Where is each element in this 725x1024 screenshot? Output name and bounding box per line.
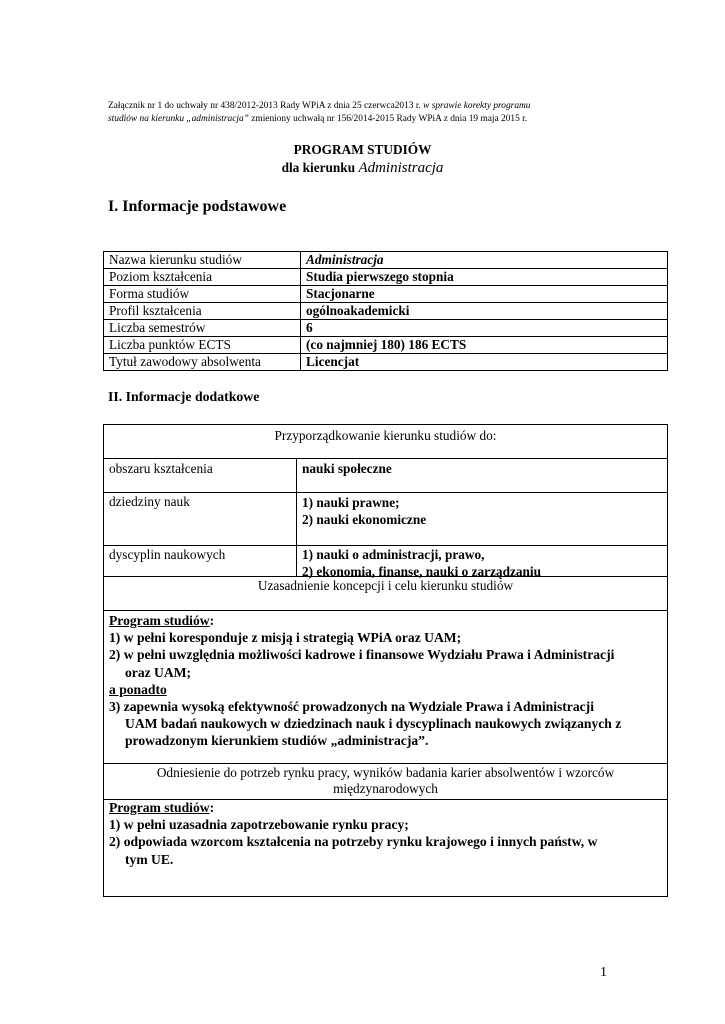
disciplines-label: dyscyplin naukowych xyxy=(109,547,226,562)
area-label: obszaru kształcenia xyxy=(109,461,213,476)
table-row xyxy=(104,354,668,371)
row-label: Liczba semestrów xyxy=(104,320,301,337)
row-divider xyxy=(104,763,667,764)
assign-header: Przyporządkowanie kierunku studiów do: xyxy=(274,428,497,443)
program-subtitle xyxy=(0,160,725,177)
concept-point-1: 1) w pełni koresponduje z misją i strategią WPiA oraz UAM; xyxy=(109,630,462,646)
program-title: PROGRAM STUDIÓW xyxy=(293,142,432,157)
domains-label: dziedziny nauk xyxy=(109,494,190,509)
concept-intro-text: Program studiów xyxy=(109,613,210,628)
row-divider xyxy=(104,458,667,459)
table-row xyxy=(104,320,668,337)
concept-addition: a ponadto xyxy=(109,681,167,697)
concept-point-3a: 3) zapewnia wysoką efektywność prowadzonych na Wydziale Prawa i Administracji xyxy=(109,699,594,715)
disciplines-value-2: 2) ekonomia, finanse, nauki o zarządzaniu xyxy=(302,564,541,579)
row-label: Nazwa kierunku studiów xyxy=(104,252,301,269)
column-divider xyxy=(296,458,297,576)
table-row xyxy=(104,286,668,303)
attachment-line1-plain: Załącznik nr 1 do uchwały nr 438/2012-2013 Rady WPiA z dnia 25 czerwca2013 r. xyxy=(108,101,424,111)
row-label: Poziom kształcenia xyxy=(104,269,301,286)
concept-intro xyxy=(109,612,661,629)
attachment-line2-italic: studiów na kierunku „administracja” xyxy=(108,114,249,124)
row-value: (co najmniej 180) 186 ECTS xyxy=(301,337,668,354)
row-value: Licencjat xyxy=(301,354,668,371)
row-value xyxy=(301,252,668,269)
concept-header: Uzasadnienie koncepcji i celu kierunku studiów xyxy=(257,578,514,593)
section1-heading: I. Informacje podstawowe xyxy=(108,198,287,215)
market-point-2a: 2) odpowiada wzorcom kształcenia na potrzeby rynku krajowego i innych państw, w xyxy=(109,834,598,850)
attachment-note xyxy=(108,100,628,126)
concept-point-2a: 2) w pełni uwzględnia możliwości kadrowe i finansowe Wydziału Prawa i Administracji xyxy=(109,647,615,663)
row-value: ogólnoakademicki xyxy=(301,303,668,320)
market-header-line-1: Odniesienie do potrzeb rynku pracy, wyników badania karier absolwentów i wzorców xyxy=(156,765,615,780)
market-intro-text: Program studiów xyxy=(109,800,210,815)
row-value: Stacjonarne xyxy=(301,286,668,303)
table-row xyxy=(104,303,668,320)
concept-point-2b: oraz UAM; xyxy=(125,664,192,680)
row-value: Studia pierwszego stopnia xyxy=(301,269,668,286)
row-divider xyxy=(104,610,667,611)
domains-value-2: 2) nauki ekonomiczne xyxy=(302,512,427,527)
row-value-italic: Administracja xyxy=(306,252,384,267)
market-intro-colon: : xyxy=(209,800,215,815)
page-number: 1 xyxy=(600,965,607,980)
section2-heading: II. Informacje dodatkowe xyxy=(108,389,260,404)
attachment-line1-italic: w sprawie korekty programu xyxy=(423,101,531,111)
concept-body xyxy=(109,612,661,750)
area-value: nauki społeczne xyxy=(302,461,392,476)
subtitle-field-name: Administracja xyxy=(358,160,444,176)
concept-point-3c: prowadzonym kierunkiem studiów „administracja”. xyxy=(125,733,429,749)
market-point-1: 1) w pełni uzasadnia zapotrzebowanie rynku pracy; xyxy=(109,817,409,833)
table-row xyxy=(104,252,668,269)
disciplines-value-1: 1) nauki o administracji, prawo, xyxy=(302,547,485,562)
market-header-line-2: międzynarodowych xyxy=(333,781,438,796)
row-value: 6 xyxy=(301,320,668,337)
market-body xyxy=(109,799,661,868)
subtitle-prefix: dla kierunku xyxy=(281,160,359,175)
table-row xyxy=(104,337,668,354)
row-label: Profil kształcenia xyxy=(104,303,301,320)
domains-value-1: 1) nauki prawne; xyxy=(302,495,400,510)
additional-info-table xyxy=(103,424,668,897)
attachment-line2-plain: zmieniony uchwałą nr 156/2014-2015 Rady WPiA z dnia 19 maja 2015 r. xyxy=(248,114,528,124)
concept-intro-colon: : xyxy=(209,613,215,628)
table-row xyxy=(104,269,668,286)
row-label: Forma studiów xyxy=(104,286,301,303)
market-point-2b: tym UE. xyxy=(125,851,174,867)
concept-point-3b: UAM badań naukowych w dziedzinach nauk i dyscyplinach naukowych związanych z xyxy=(125,716,622,732)
basic-info-table xyxy=(103,251,668,371)
row-label: Tytuł zawodowy absolwenta xyxy=(104,354,301,371)
market-intro xyxy=(109,799,661,816)
row-label: Liczba punktów ECTS xyxy=(104,337,301,354)
row-divider xyxy=(104,576,667,577)
